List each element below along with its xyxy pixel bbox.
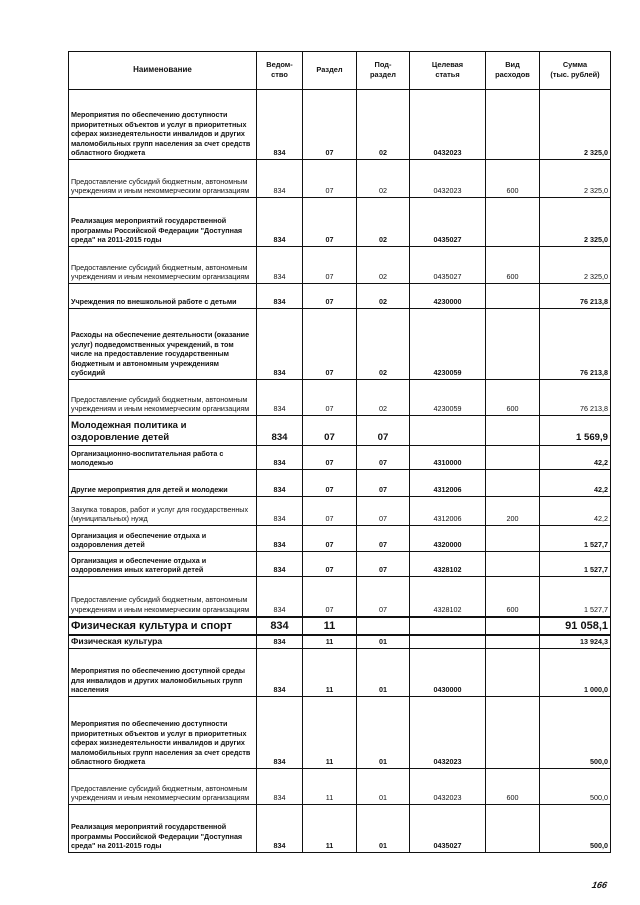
row-name: Учреждения по внешкольной работе с детьми	[69, 284, 257, 309]
row-section: 07	[303, 577, 357, 617]
row-department: 834	[257, 380, 303, 416]
row-department: 834	[257, 309, 303, 380]
table-row	[69, 577, 611, 617]
row-subsection: 07	[357, 497, 410, 526]
row-amount: 1 527,7	[540, 552, 611, 577]
row-target-article: 4230059	[410, 309, 486, 380]
table-row	[69, 247, 611, 284]
row-section: 07	[303, 497, 357, 526]
row-section: 07	[303, 160, 357, 198]
row-section: 07	[303, 90, 357, 160]
table-row	[69, 198, 611, 247]
row-subsection: 01	[357, 635, 410, 649]
row-section: 11	[303, 769, 357, 805]
row-subsection: 02	[357, 247, 410, 284]
row-expense-type	[486, 284, 540, 309]
row-department: 834	[257, 805, 303, 853]
row-amount: 500,0	[540, 805, 611, 853]
row-amount: 500,0	[540, 769, 611, 805]
row-subsection: 01	[357, 769, 410, 805]
header-subsection: Под- раздел	[357, 52, 410, 90]
row-expense-type	[486, 617, 540, 635]
row-amount: 2 325,0	[540, 198, 611, 247]
row-name: Закупка товаров, работ и услуг для государственных (муниципальных) нужд	[69, 497, 257, 526]
row-section: 07	[303, 380, 357, 416]
row-target-article: 0432023	[410, 90, 486, 160]
table-row	[69, 497, 611, 526]
table-row	[69, 160, 611, 198]
row-expense-type: 600	[486, 160, 540, 198]
row-department: 834	[257, 552, 303, 577]
row-section: 07	[303, 284, 357, 309]
table-row	[69, 309, 611, 380]
row-section: 07	[303, 416, 357, 446]
row-amount: 1 527,7	[540, 526, 611, 552]
row-department: 834	[257, 697, 303, 769]
row-target-article: 4230000	[410, 284, 486, 309]
row-department: 834	[257, 416, 303, 446]
row-subsection: 07	[357, 526, 410, 552]
row-section: 07	[303, 552, 357, 577]
table-row	[69, 446, 611, 470]
row-target-article: 4328102	[410, 552, 486, 577]
row-section: 07	[303, 470, 357, 497]
row-department: 834	[257, 247, 303, 284]
table-row	[69, 635, 611, 649]
row-subsection: 01	[357, 649, 410, 697]
row-department: 834	[257, 160, 303, 198]
row-name: Организация и обеспечение отдыха и оздоровления иных категорий детей	[69, 552, 257, 577]
row-name: Предоставление субсидий бюджетным, автономным учреждениям и иным некоммерческим организациям	[69, 247, 257, 284]
row-expense-type	[486, 805, 540, 853]
table-row	[69, 90, 611, 160]
row-target-article: 0432023	[410, 697, 486, 769]
row-amount: 76 213,8	[540, 380, 611, 416]
row-section: 07	[303, 446, 357, 470]
table-row	[69, 526, 611, 552]
row-target-article: 0430000	[410, 649, 486, 697]
row-subsection: 02	[357, 284, 410, 309]
row-target-article: 0435027	[410, 198, 486, 247]
row-section: 11	[303, 805, 357, 853]
row-name: Реализация мероприятий государственной программы Российской Федерации "Доступная среда" на 2011-2015 годы	[69, 805, 257, 853]
row-department: 834	[257, 649, 303, 697]
row-name: Предоставление субсидий бюджетным, автономным учреждениям и иным некоммерческим организациям	[69, 577, 257, 617]
page-number: 166	[590, 880, 609, 890]
row-name: Физическая культура	[69, 635, 257, 649]
header-amount: Сумма (тыс. рублей)	[540, 52, 611, 90]
row-department: 834	[257, 577, 303, 617]
row-amount: 500,0	[540, 697, 611, 769]
table-row	[69, 470, 611, 497]
row-department: 834	[257, 617, 303, 635]
row-department: 834	[257, 90, 303, 160]
row-subsection: 07	[357, 416, 410, 446]
row-name: Другие мероприятия для детей и молодежи	[69, 470, 257, 497]
row-amount: 76 213,8	[540, 284, 611, 309]
row-amount: 42,2	[540, 497, 611, 526]
header-name: Наименование	[69, 52, 257, 90]
row-amount: 1 569,9	[540, 416, 611, 446]
row-amount: 42,2	[540, 446, 611, 470]
row-expense-type: 600	[486, 769, 540, 805]
row-name: Организация и обеспечение отдыха и оздоровления детей	[69, 526, 257, 552]
row-name: Реализация мероприятий государственной программы Российской Федерации "Доступная среда" на 2011-2015 годы	[69, 198, 257, 247]
row-target-article: 0432023	[410, 160, 486, 198]
row-department: 834	[257, 446, 303, 470]
row-expense-type	[486, 635, 540, 649]
row-expense-type	[486, 470, 540, 497]
row-section: 07	[303, 309, 357, 380]
row-subsection: 02	[357, 160, 410, 198]
row-subsection: 07	[357, 470, 410, 497]
row-name: Мероприятия по обеспечению доступности приоритетных объектов и услуг в приоритетных сферах жизнедеятельности инвалидов и других маломобильных групп населения за счет средств областного бюджета	[69, 697, 257, 769]
row-expense-type: 600	[486, 577, 540, 617]
row-target-article: 4320000	[410, 526, 486, 552]
row-subsection: 07	[357, 577, 410, 617]
row-target-article	[410, 617, 486, 635]
row-amount: 42,2	[540, 470, 611, 497]
row-expense-type	[486, 649, 540, 697]
row-target-article	[410, 416, 486, 446]
row-expense-type	[486, 309, 540, 380]
row-amount: 1 527,7	[540, 577, 611, 617]
table-row	[69, 416, 611, 446]
row-amount: 2 325,0	[540, 160, 611, 198]
row-expense-type	[486, 198, 540, 247]
row-expense-type	[486, 416, 540, 446]
row-section: 07	[303, 526, 357, 552]
row-amount: 13 924,3	[540, 635, 611, 649]
header-expense-type: Вид расходов	[486, 52, 540, 90]
table-row	[69, 769, 611, 805]
row-subsection: 02	[357, 309, 410, 380]
row-amount: 2 325,0	[540, 90, 611, 160]
row-name: Физическая культура и спорт	[69, 617, 257, 635]
row-subsection: 01	[357, 805, 410, 853]
row-name: Молодежная политика и оздоровление детей	[69, 416, 257, 446]
row-expense-type	[486, 446, 540, 470]
row-target-article: 4328102	[410, 577, 486, 617]
row-expense-type: 600	[486, 247, 540, 284]
row-name: Предоставление субсидий бюджетным, автономным учреждениям и иным некоммерческим организациям	[69, 380, 257, 416]
row-target-article	[410, 635, 486, 649]
row-section: 11	[303, 697, 357, 769]
row-department: 834	[257, 198, 303, 247]
row-subsection: 02	[357, 90, 410, 160]
row-subsection: 02	[357, 380, 410, 416]
row-section: 11	[303, 617, 357, 635]
row-target-article: 0432023	[410, 769, 486, 805]
header-department: Ведом- ство	[257, 52, 303, 90]
row-name: Организационно-воспитательная работа с молодежью	[69, 446, 257, 470]
row-department: 834	[257, 497, 303, 526]
row-name: Расходы на обеспечение деятельности (оказание услуг) подведомственных учреждений, в том числе на предоставление государственным бюджетным и автономным учреждениям субсидий	[69, 309, 257, 380]
row-department: 834	[257, 769, 303, 805]
row-expense-type	[486, 552, 540, 577]
row-expense-type: 200	[486, 497, 540, 526]
row-name: Мероприятия по обеспечению доступности приоритетных объектов и услуг в приоритетных сферах жизнедеятельности инвалидов и других маломобильных групп населения за счет средств областного бюджета	[69, 90, 257, 160]
row-expense-type	[486, 697, 540, 769]
row-section: 11	[303, 635, 357, 649]
row-department: 834	[257, 635, 303, 649]
budget-table	[68, 51, 611, 853]
row-target-article: 4310000	[410, 446, 486, 470]
header-target-article: Целевая статья	[410, 52, 486, 90]
row-subsection: 07	[357, 446, 410, 470]
row-subsection	[357, 617, 410, 635]
row-subsection: 07	[357, 552, 410, 577]
row-department: 834	[257, 284, 303, 309]
row-amount: 1 000,0	[540, 649, 611, 697]
row-name: Предоставление субсидий бюджетным, автономным учреждениям и иным некоммерческим организациям	[69, 769, 257, 805]
row-section: 11	[303, 649, 357, 697]
row-department: 834	[257, 526, 303, 552]
table-row	[69, 284, 611, 309]
row-expense-type	[486, 526, 540, 552]
table-row	[69, 617, 611, 635]
row-amount: 2 325,0	[540, 247, 611, 284]
table-row	[69, 649, 611, 697]
table-row	[69, 380, 611, 416]
row-target-article: 4312006	[410, 497, 486, 526]
row-name: Предоставление субсидий бюджетным, автономным учреждениям и иным некоммерческим организациям	[69, 160, 257, 198]
row-subsection: 02	[357, 198, 410, 247]
row-target-article: 0435027	[410, 805, 486, 853]
table-row	[69, 697, 611, 769]
row-amount: 91 058,1	[540, 617, 611, 635]
row-target-article: 4230059	[410, 380, 486, 416]
row-section: 07	[303, 198, 357, 247]
row-section: 07	[303, 247, 357, 284]
header-section: Раздел	[303, 52, 357, 90]
row-expense-type: 600	[486, 380, 540, 416]
row-department: 834	[257, 470, 303, 497]
table-row	[69, 552, 611, 577]
row-subsection: 01	[357, 697, 410, 769]
row-target-article: 0435027	[410, 247, 486, 284]
row-target-article: 4312006	[410, 470, 486, 497]
row-name: Мероприятия по обеспечению доступной среды для инвалидов и других маломобильных групп населения	[69, 649, 257, 697]
row-amount: 76 213,8	[540, 309, 611, 380]
row-expense-type	[486, 90, 540, 160]
table-row	[69, 805, 611, 853]
